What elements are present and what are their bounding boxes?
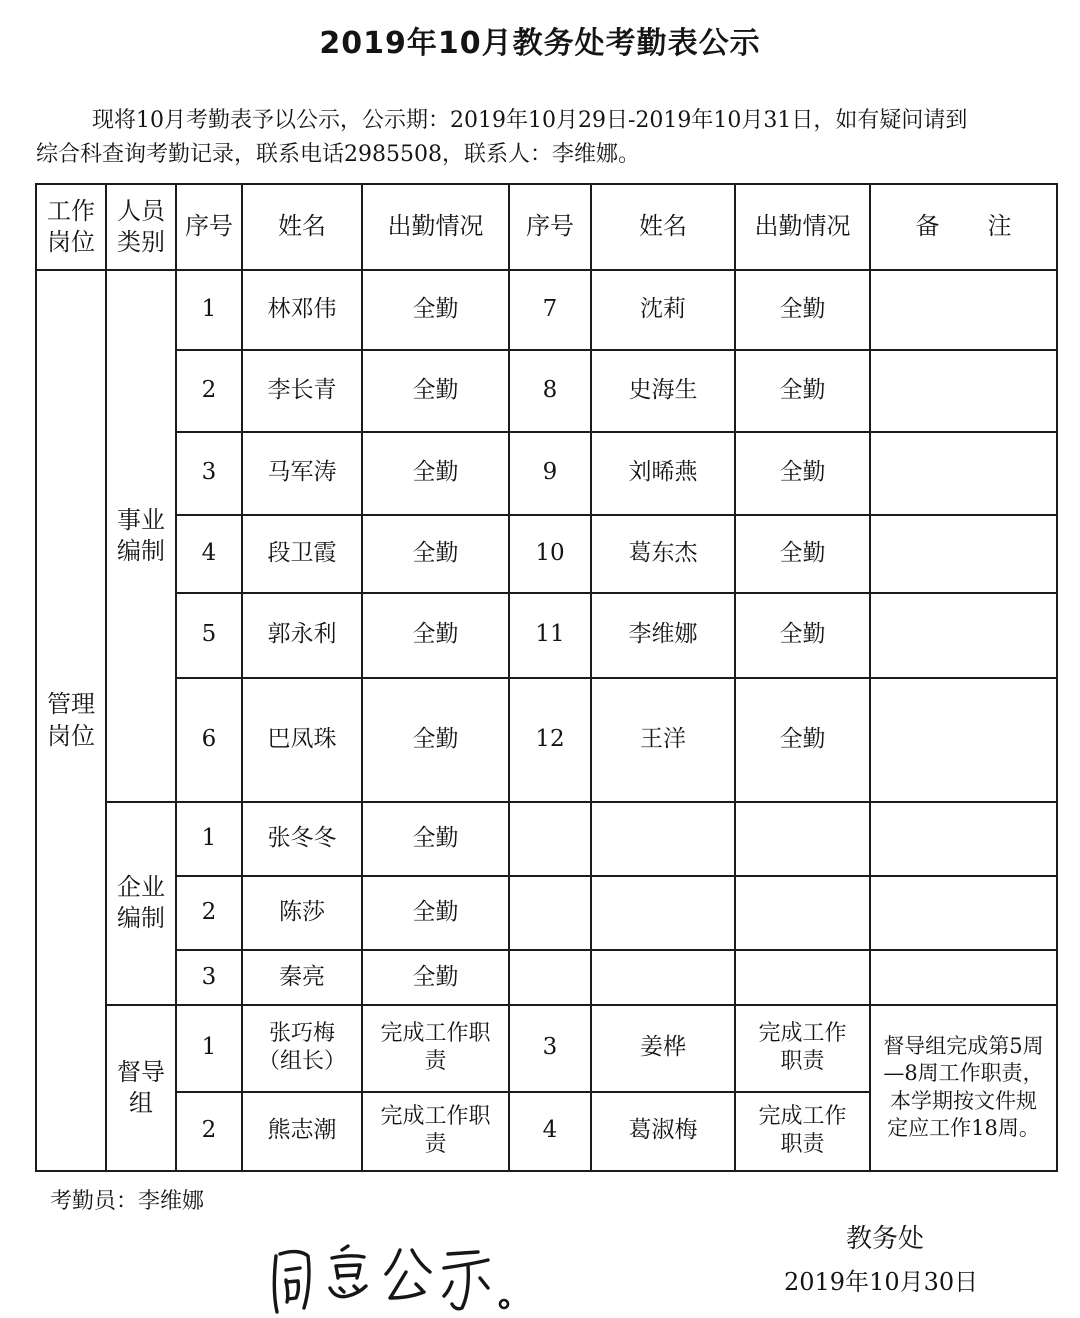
header-name-2: 姓名: [591, 184, 735, 270]
row-status: 全勤: [735, 350, 870, 432]
row-no: 1: [176, 802, 242, 876]
status-line: 完成工作职: [380, 1020, 491, 1046]
row-status: 全勤: [362, 432, 509, 514]
header-remark: 备 注: [870, 184, 1057, 270]
table-row: [36, 950, 1057, 1004]
row-name: 郭永利: [242, 593, 362, 678]
clerk-label: 考勤员：李维娜: [50, 1189, 205, 1214]
row-name: [242, 1005, 362, 1092]
table-row: [36, 678, 1057, 802]
row-name: 李长青: [242, 350, 362, 432]
category-shiye: 事业编制: [106, 270, 176, 802]
status-line: 责: [424, 1132, 447, 1158]
row-status: [735, 1005, 870, 1092]
row-no: 6: [176, 678, 242, 802]
row-no: 3: [176, 432, 242, 514]
row-name: 李维娜: [591, 593, 735, 678]
row-name: 葛东杰: [591, 515, 735, 593]
issue-date: 2019年10月30日: [784, 1268, 979, 1296]
header-post: 工作岗位: [36, 184, 106, 270]
header-category: 人员类别: [106, 184, 176, 270]
header-status-2: 出勤情况: [735, 184, 870, 270]
issuing-office: 教务处: [846, 1224, 925, 1254]
row-status: 全勤: [362, 350, 509, 432]
notice-paragraph: [36, 104, 1046, 172]
handwritten-signature: [268, 1238, 518, 1318]
notice-line-1: 现将10月考勤表予以公示，公示期：2019年10月29日-2019年10月31日，如有疑问请到: [92, 108, 968, 133]
post-cell: 管理岗位: [36, 270, 106, 1171]
row-no: 1: [176, 1005, 242, 1092]
table-row: [36, 593, 1057, 678]
table-row: [36, 876, 1057, 950]
header-no-1: 序号: [176, 184, 242, 270]
attendance-table: [35, 183, 1058, 1172]
page-title: 2019年10月教务处考勤表公示: [319, 26, 761, 61]
row-name: 葛淑梅: [591, 1092, 735, 1171]
row-status: 全勤: [362, 593, 509, 678]
row-no: 12: [509, 678, 591, 802]
notice-line-2: 综合科查询考勤记录，联系电话2985508，联系人：李维娜。: [36, 142, 640, 167]
name-role: （组长）: [257, 1049, 346, 1075]
row-no: 4: [509, 1092, 591, 1171]
row-no: 2: [176, 350, 242, 432]
table-row: [36, 802, 1057, 876]
table-row: [36, 1005, 1057, 1092]
row-no: 3: [509, 1005, 591, 1092]
header-row: [36, 184, 1057, 270]
remark-line: 定应工作18周。: [887, 1116, 1040, 1141]
table-row: [36, 350, 1057, 432]
header-no-2: 序号: [509, 184, 591, 270]
row-no: 7: [509, 270, 591, 350]
row-status: [362, 1005, 509, 1092]
category-qiye: 企业编制: [106, 802, 176, 1004]
row-name: 张冬冬: [242, 802, 362, 876]
row-name: 段卫霞: [242, 515, 362, 593]
remark-cell: [870, 678, 1057, 802]
row-status: 全勤: [362, 515, 509, 593]
table-row: [36, 515, 1057, 593]
row-status: 全勤: [735, 515, 870, 593]
row-status: [735, 1092, 870, 1171]
row-name: 刘晞燕: [591, 432, 735, 514]
row-no: 2: [176, 876, 242, 950]
row-no: 3: [176, 950, 242, 1004]
remark-cell: [870, 515, 1057, 593]
row-status: 全勤: [362, 950, 509, 1004]
table-row: [36, 432, 1057, 514]
remark-dudao: [870, 1005, 1057, 1171]
row-status: 全勤: [735, 432, 870, 514]
row-status: 全勤: [362, 678, 509, 802]
row-name: 王洋: [591, 678, 735, 802]
row-name: 熊志潮: [242, 1092, 362, 1171]
row-status: 全勤: [735, 270, 870, 350]
table-row: [36, 270, 1057, 350]
row-no: 2: [176, 1092, 242, 1171]
remark-line: —8周工作职责，: [883, 1061, 1044, 1086]
row-status: 全勤: [735, 678, 870, 802]
row-status: 全勤: [362, 270, 509, 350]
row-no: 8: [509, 350, 591, 432]
row-no: 4: [176, 515, 242, 593]
remark-cell: [870, 432, 1057, 514]
row-status: 全勤: [362, 876, 509, 950]
remark-line: 本学期按文件规: [890, 1088, 1037, 1113]
row-name: 陈莎: [242, 876, 362, 950]
row-name: 秦亮: [242, 950, 362, 1004]
row-no: 5: [176, 593, 242, 678]
status-line: 完成工作: [758, 1020, 847, 1046]
header-status-1: 出勤情况: [362, 184, 509, 270]
row-status: 全勤: [735, 593, 870, 678]
row-no: 1: [176, 270, 242, 350]
remark-cell: [870, 593, 1057, 678]
row-name: 沈莉: [591, 270, 735, 350]
remark-line: 督导组完成第5周: [883, 1034, 1044, 1059]
remark-cell: [870, 350, 1057, 432]
status-line: 完成工作: [758, 1103, 847, 1129]
status-line: 责: [424, 1049, 447, 1075]
status-line: 完成工作职: [380, 1103, 491, 1129]
row-no: 10: [509, 515, 591, 593]
row-no: 9: [509, 432, 591, 514]
row-no: 11: [509, 593, 591, 678]
header-name-1: 姓名: [242, 184, 362, 270]
row-status: 全勤: [362, 802, 509, 876]
row-name: 林邓伟: [242, 270, 362, 350]
remark-cell: [870, 270, 1057, 350]
row-name: 姜桦: [591, 1005, 735, 1092]
category-dudao: 督导组: [106, 1005, 176, 1171]
name-text: 张巧梅: [268, 1020, 335, 1046]
row-name: 史海生: [591, 350, 735, 432]
row-name: 巴凤珠: [242, 678, 362, 802]
row-name: 马军涛: [242, 432, 362, 514]
row-status: [362, 1092, 509, 1171]
status-line: 职责: [780, 1132, 825, 1158]
status-line: 职责: [780, 1049, 825, 1075]
